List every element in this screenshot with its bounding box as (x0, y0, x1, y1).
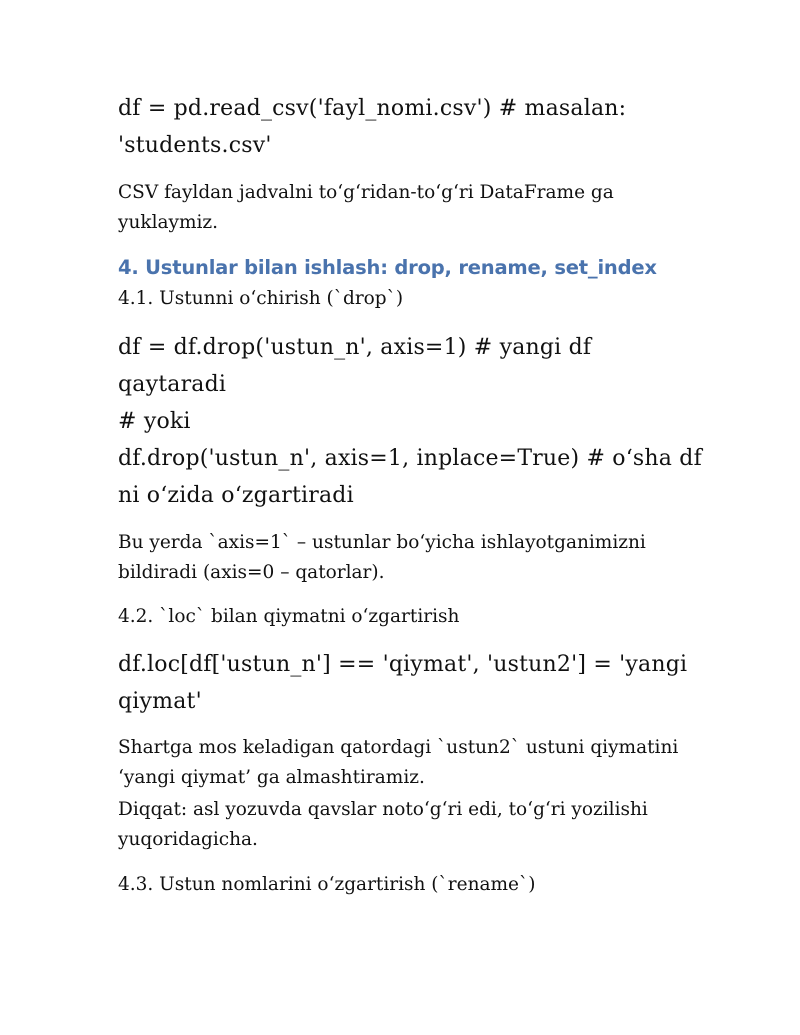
code-line: df = pd.read_csv('fayl_nomi.csv') # masalan: (118, 96, 627, 121)
code-line: df.drop('ustun_n', axis=1, inplace=True) # o‘sha df (118, 446, 702, 471)
code-line: df = df.drop('ustun_n', axis=1) # yangi df (118, 335, 592, 360)
paragraph-line: yuqoridagicha. (118, 829, 258, 850)
code-line: 'students.csv' (118, 133, 272, 158)
code-line: qaytaradi (118, 372, 227, 397)
code-line: # yoki (118, 409, 191, 434)
code-line: ni o‘zida o‘zgartiradi (118, 483, 354, 508)
paragraph-line: Shartga mos keladigan qatordagi `ustun2` ustuni qiymatini (118, 737, 679, 758)
subsection-title: 4.1. Ustunni o‘chirish (`drop`) (118, 288, 404, 309)
paragraph-line: bildiradi (axis=0 – qatorlar). (118, 562, 385, 583)
paragraph-line: Diqqat: asl yozuvda qavslar noto‘g‘ri edi, to‘g‘ri yozilishi (118, 799, 648, 820)
paragraph-line: ‘yangi qiymat’ ga almashtiramiz. (118, 767, 425, 788)
code-line: qiymat' (118, 689, 202, 714)
section-heading: 4. Ustunlar bilan ishlash: drop, rename, set_index (118, 256, 657, 279)
paragraph-line: Bu yerda `axis=1` – ustunlar bo‘yicha ishlayotganimizni (118, 532, 646, 553)
paragraph-line: CSV fayldan jadvalni to‘g‘ridan-to‘g‘ri DataFrame ga (118, 182, 614, 203)
subsection-title: 4.3. Ustun nomlarini o‘zgartirish (`rename`) (118, 874, 536, 895)
subsection-title: 4.2. `loc` bilan qiymatni o‘zgartirish (118, 606, 460, 627)
paragraph-line: yuklaymiz. (118, 212, 219, 233)
code-line: df.loc[df['ustun_n'] == 'qiymat', 'ustun2'] = 'yangi (118, 652, 688, 677)
